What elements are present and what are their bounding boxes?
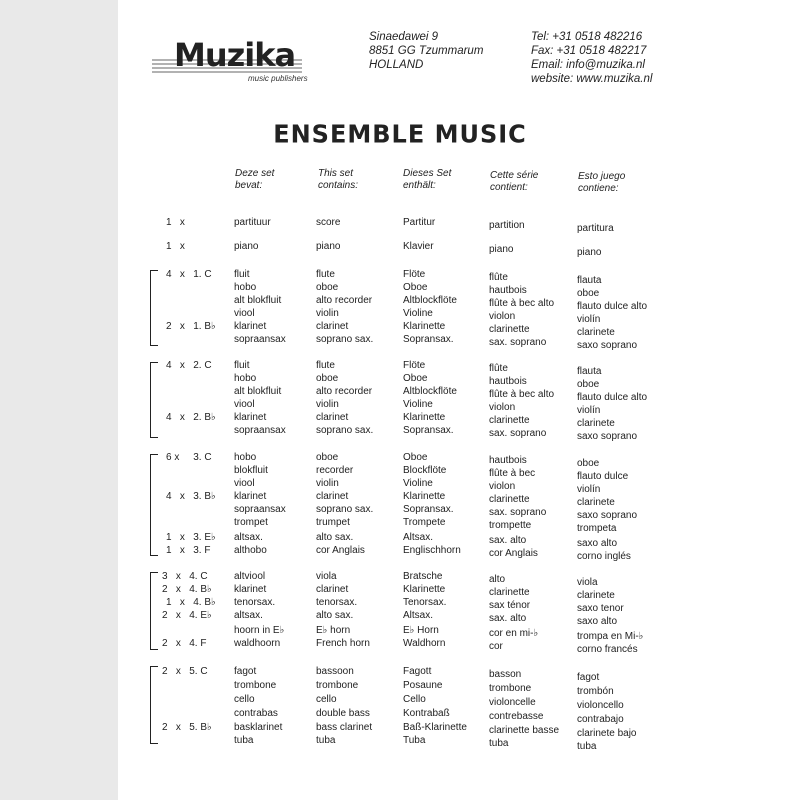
instrument-es: tuba: [577, 741, 597, 752]
instrument-de: Bratsche: [403, 571, 443, 582]
quantity-label: 2 x 4. B♭: [162, 584, 212, 595]
header-english: [318, 168, 358, 192]
header-french: [490, 170, 538, 194]
header-line: contiene:: [578, 183, 619, 194]
instrument-de: Cello: [403, 694, 426, 705]
page-title: ENSEMBLE MUSIC: [273, 119, 527, 149]
instrument-en: flute: [316, 360, 335, 371]
instrument-fr: clarinette: [489, 415, 530, 426]
instrument-nl: hobo: [234, 282, 257, 293]
quantity-label: 3 x 4. C: [162, 571, 208, 582]
instrument-de: Klarinette: [403, 584, 446, 595]
group-bracket: [150, 362, 158, 438]
instrument-en: tenorsax.: [316, 597, 358, 608]
instrument-en: clarinet: [316, 584, 349, 595]
instrument-fr: sax. soprano: [489, 428, 547, 439]
instrument-nl: althobo: [234, 545, 267, 556]
instrument-en: violin: [316, 308, 339, 319]
instrument-fr: flûte à bec alto: [489, 298, 555, 309]
instrument-nl: blokfluit: [234, 465, 268, 476]
logo-subtitle: music publishers: [248, 74, 308, 83]
instrument-de: Altblockflöte: [403, 386, 457, 397]
instrument-es: clarinete: [577, 327, 615, 338]
instrument-de: Sopransax.: [403, 334, 454, 345]
group-bracket: [150, 454, 158, 556]
email-text: Email: info@muzika.nl: [531, 59, 645, 71]
instrument-de: E♭ Horn: [403, 625, 439, 636]
instrument-es: contrabajo: [577, 714, 624, 725]
instrument-nl: cello: [234, 694, 255, 705]
instrument-en: recorder: [316, 465, 354, 476]
instrument-es: clarinete: [577, 418, 615, 429]
quantity-label: 1 x: [166, 241, 185, 252]
instrument-es: trompeta: [577, 523, 617, 534]
instrument-es: fagot: [577, 672, 600, 683]
instrument-fr: sax. soprano: [489, 507, 547, 518]
instrument-es: saxo alto: [577, 616, 618, 627]
instrument-en: bass clarinet: [316, 722, 373, 733]
instrument-en: piano: [316, 241, 341, 252]
instrument-en: alto sax.: [316, 610, 354, 621]
instrument-fr: flûte: [489, 272, 508, 283]
instrument-de: Kontrabaß: [403, 708, 450, 719]
instrument-de: Klarinette: [403, 321, 446, 332]
header-line: Deze set: [235, 168, 275, 179]
instrument-en: trumpet: [316, 517, 350, 528]
instrument-es: violín: [577, 405, 601, 416]
instrument-en: alto sax.: [316, 532, 354, 543]
instrument-de: Englischhorn: [403, 545, 461, 556]
instrument-es: saxo soprano: [577, 431, 638, 442]
quantity-label: 4 x 2. B♭: [166, 412, 216, 423]
instrument-nl: alt blokfluit: [234, 295, 282, 306]
instrument-nl: viool: [234, 308, 255, 319]
instrument-fr: violon: [489, 311, 516, 322]
instrument-es: piano: [577, 247, 602, 258]
instrument-de: Baß-Klarinette: [403, 722, 467, 733]
instrument-nl: altsax.: [234, 610, 263, 621]
instrument-de: Klarinette: [403, 491, 446, 502]
instrument-fr: sax. soprano: [489, 337, 547, 348]
instrument-en: oboe: [316, 373, 339, 384]
instrument-fr: flûte à bec alto: [489, 389, 555, 400]
address-line: HOLLAND: [369, 59, 424, 71]
instrument-de: Tuba: [403, 735, 426, 746]
instrument-es: flauta: [577, 275, 602, 286]
instrument-nl: altsax.: [234, 532, 263, 543]
instrument-nl: basklarinet: [234, 722, 283, 733]
instrument-fr: sax. alto: [489, 613, 527, 624]
instrument-nl: viool: [234, 399, 255, 410]
instrument-en: oboe: [316, 452, 339, 463]
instrument-de: Violine: [403, 478, 433, 489]
header-line: Dieses Set: [403, 168, 452, 179]
instrument-es: flauto dulce alto: [577, 301, 648, 312]
instrument-nl: alt blokfluit: [234, 386, 282, 397]
instrument-en: trombone: [316, 680, 359, 691]
instrument-fr: cor: [489, 641, 503, 652]
instrument-fr: contrebasse: [489, 711, 544, 722]
instrument-en: flute: [316, 269, 335, 280]
instrument-en: soprano sax.: [316, 334, 374, 345]
instrument-es: clarinete: [577, 590, 615, 601]
instrument-de: Sopransax.: [403, 425, 454, 436]
instrument-en: clarinet: [316, 412, 349, 423]
instrument-de: Violine: [403, 308, 433, 319]
header-line: This set: [318, 168, 354, 179]
instrument-es: trompa en Mi-♭: [577, 631, 644, 642]
instrument-nl: fluit: [234, 360, 250, 371]
instrument-fr: sax ténor: [489, 600, 531, 611]
instrument-de: Partitur: [403, 217, 436, 228]
instrument-en: violin: [316, 399, 339, 410]
instrument-en: French horn: [316, 638, 370, 649]
instrument-fr: trombone: [489, 683, 532, 694]
instrument-nl: klarinet: [234, 491, 267, 502]
quantity-label: 2 x 4. E♭: [162, 610, 212, 621]
group-bracket: [150, 572, 158, 650]
instrument-nl: viool: [234, 478, 255, 489]
instrument-es: violín: [577, 314, 601, 325]
instrument-nl: trompet: [234, 517, 268, 528]
instrument-nl: waldhoorn: [234, 638, 281, 649]
instrument-nl: contrabas: [234, 708, 278, 719]
address-line: 8851 GG Tzummarum: [369, 45, 484, 57]
instrument-nl: piano: [234, 241, 259, 252]
instrument-fr: violon: [489, 481, 516, 492]
header-line: enthält:: [403, 180, 436, 191]
instrument-es: clarinete bajo: [577, 728, 637, 739]
instrument-es: saxo tenor: [577, 603, 624, 614]
instrument-nl: sopraansax: [234, 504, 286, 515]
instrument-de: Blockflöte: [403, 465, 447, 476]
instrument-nl: sopraansax: [234, 334, 286, 345]
instrument-en: E♭ horn: [316, 625, 351, 636]
quantity-label: 1 x 3. F: [166, 545, 211, 556]
instrument-en: violin: [316, 478, 339, 489]
instrument-es: viola: [577, 577, 598, 588]
instrument-de: Klavier: [403, 241, 434, 252]
instrument-nl: fluit: [234, 269, 250, 280]
instrument-es: saxo soprano: [577, 510, 638, 521]
quantity-label: 2 x 1. B♭: [166, 321, 216, 332]
instrument-en: oboe: [316, 282, 339, 293]
instrument-es: corno inglés: [577, 551, 631, 562]
instrument-fr: cor Anglais: [489, 548, 538, 559]
header-line: bevat:: [235, 180, 263, 191]
instrument-de: Violine: [403, 399, 433, 410]
instrument-fr: trompette: [489, 520, 532, 531]
address-line: Sinaedawei 9: [369, 31, 439, 43]
instrument-fr: clarinette: [489, 494, 530, 505]
instrument-fr: clarinette basse: [489, 725, 560, 736]
instrument-nl: hoorn in E♭: [234, 625, 285, 636]
header-line: Esto juego: [578, 171, 626, 182]
instrument-en: cor Anglais: [316, 545, 365, 556]
quantity-label: 1 x 4. B♭: [166, 597, 216, 608]
quantity-label: 4 x 1. C: [166, 269, 212, 280]
header-german: [403, 168, 451, 192]
publisher-logo: [152, 34, 312, 84]
instrument-es: oboe: [577, 379, 600, 390]
instrument-fr: hautbois: [489, 376, 527, 387]
instrument-es: violín: [577, 484, 601, 495]
instrument-nl: hobo: [234, 452, 257, 463]
quantity-label: 2 x 4. F: [162, 638, 207, 649]
quantity-label: 4 x 3. B♭: [166, 491, 216, 502]
instrument-en: score: [316, 217, 341, 228]
instrument-fr: hautbois: [489, 455, 527, 466]
instrument-fr: partition: [489, 220, 525, 231]
instrument-nl: trombone: [234, 680, 277, 691]
instrument-en: clarinet: [316, 491, 349, 502]
instrument-fr: clarinette: [489, 587, 530, 598]
instrument-fr: hautbois: [489, 285, 527, 296]
instrument-fr: basson: [489, 669, 522, 680]
instrument-nl: partituur: [234, 217, 271, 228]
instrument-en: tuba: [316, 735, 336, 746]
header-line: contient:: [490, 182, 528, 193]
instrument-fr: flûte: [489, 363, 508, 374]
instrument-de: Oboe: [403, 452, 428, 463]
group-bracket: [150, 666, 158, 744]
instrument-nl: hobo: [234, 373, 257, 384]
website-text: website: www.muzika.nl: [531, 73, 653, 85]
instrument-nl: altviool: [234, 571, 266, 582]
instrument-fr: sax. alto: [489, 535, 527, 546]
instrument-en: clarinet: [316, 321, 349, 332]
instrument-es: corno francés: [577, 644, 638, 655]
instrument-de: Flöte: [403, 360, 426, 371]
instrument-es: saxo soprano: [577, 340, 638, 351]
instrument-en: bassoon: [316, 666, 354, 677]
instrument-de: Altblockflöte: [403, 295, 457, 306]
instrument-nl: fagot: [234, 666, 257, 677]
instrument-fr: violoncelle: [489, 697, 536, 708]
instrument-nl: tuba: [234, 735, 254, 746]
quantity-label: 6 x 3. C: [166, 452, 212, 463]
instrument-es: flauto dulce alto: [577, 392, 648, 403]
instrument-fr: alto: [489, 574, 506, 585]
phone-text: Tel: +31 0518 482216: [531, 31, 643, 43]
instrument-fr: flûte à bec: [489, 468, 536, 479]
instrument-es: flauta: [577, 366, 602, 377]
group-bracket: [150, 270, 158, 346]
quantity-label: 2 x 5. B♭: [162, 722, 212, 733]
instrument-de: Posaune: [403, 680, 443, 691]
instrument-es: saxo alto: [577, 538, 618, 549]
instrument-de: Altsax.: [403, 532, 434, 543]
quantity-label: 1 x: [166, 217, 185, 228]
instrument-es: partitura: [577, 223, 614, 234]
instrument-nl: klarinet: [234, 412, 267, 423]
instrument-de: Sopransax.: [403, 504, 454, 515]
instrument-nl: sopraansax: [234, 425, 286, 436]
instrument-en: double bass: [316, 708, 370, 719]
instrument-es: flauto dulce: [577, 471, 629, 482]
quantity-label: 2 x 5. C: [162, 666, 208, 677]
instrument-nl: klarinet: [234, 321, 267, 332]
instrument-en: alto recorder: [316, 386, 373, 397]
instrument-de: Flöte: [403, 269, 426, 280]
instrument-de: Oboe: [403, 282, 428, 293]
instrument-es: clarinete: [577, 497, 615, 508]
instrument-nl: klarinet: [234, 584, 267, 595]
instrument-de: Tenorsax.: [403, 597, 447, 608]
fax-text: Fax: +31 0518 482217: [531, 45, 647, 57]
instrument-fr: violon: [489, 402, 516, 413]
instrument-nl: tenorsax.: [234, 597, 276, 608]
publisher-address: [369, 30, 483, 72]
header-dutch: [235, 168, 274, 192]
quantity-label: 4 x 2. C: [166, 360, 212, 371]
instrument-de: Trompete: [403, 517, 446, 528]
instrument-es: oboe: [577, 458, 600, 469]
instrument-de: Klarinette: [403, 412, 446, 423]
instrument-en: viola: [316, 571, 337, 582]
instrument-de: Oboe: [403, 373, 428, 384]
header-line: Cette série: [490, 170, 539, 181]
instrument-en: alto recorder: [316, 295, 373, 306]
instrument-fr: cor en mi-♭: [489, 628, 539, 639]
instrument-es: violoncello: [577, 700, 624, 711]
instrument-fr: clarinette: [489, 324, 530, 335]
instrument-es: trombón: [577, 686, 614, 697]
instrument-en: soprano sax.: [316, 425, 374, 436]
logo-name: Muzika: [174, 36, 296, 74]
instrument-de: Waldhorn: [403, 638, 446, 649]
quantity-label: 1 x 3. E♭: [166, 532, 216, 543]
header-spanish: [578, 171, 625, 195]
instrument-en: cello: [316, 694, 337, 705]
instrument-en: soprano sax.: [316, 504, 374, 515]
instrument-es: oboe: [577, 288, 600, 299]
instrument-de: Altsax.: [403, 610, 434, 621]
instrument-de: Fagott: [403, 666, 432, 677]
header-line: contains:: [318, 180, 359, 191]
instrument-fr: piano: [489, 244, 514, 255]
instrument-fr: tuba: [489, 738, 509, 749]
publisher-contact: [531, 30, 652, 86]
